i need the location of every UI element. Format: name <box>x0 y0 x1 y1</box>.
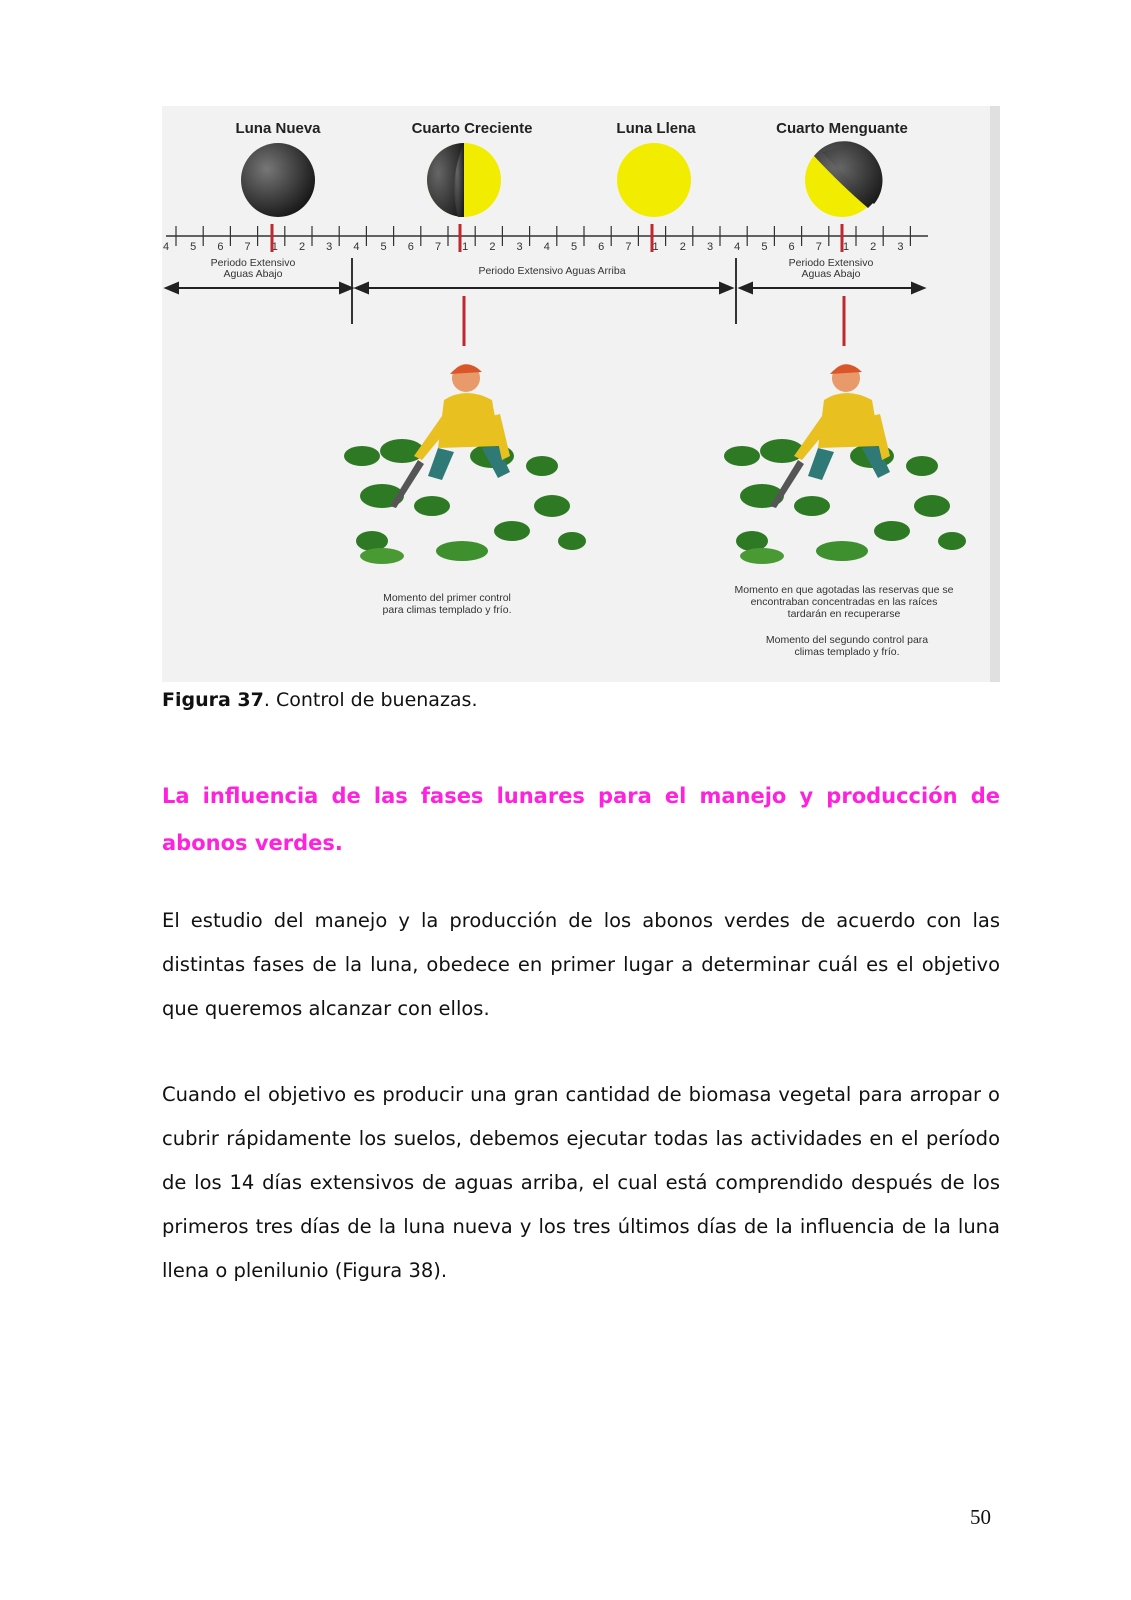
figure-caption-label: Figura 37 <box>162 689 264 711</box>
timeline-day-number: 4 <box>734 241 741 253</box>
timeline-day-number: 7 <box>434 241 442 253</box>
timeline-day-number: 6 <box>407 241 414 253</box>
timeline-day-number: 1 <box>842 241 850 253</box>
figure-caption-text: . Control de buenazas. <box>263 689 478 711</box>
full-moon-icon <box>617 143 691 217</box>
timeline-day-number: 3 <box>326 241 333 253</box>
period-arrow-left <box>166 283 352 293</box>
note-reserves: Momento en que agotadas las reservas que se encontraban concentradas en las raíces tardarán en recuperarse <box>734 584 954 620</box>
period-arrow-middle <box>356 283 732 293</box>
timeline-day-number: 5 <box>190 241 197 253</box>
timeline-day-number: 7 <box>625 241 632 253</box>
section-heading: La influencia de las fases lunares para el manejo y producción de abonos verdes. <box>162 784 1000 855</box>
note-second-control: Momento del segundo control para climas templado y frío. <box>765 634 929 658</box>
timeline-day-number: 7 <box>815 241 822 253</box>
timeline-day-number: 5 <box>380 241 387 253</box>
timeline-day-number: 2 <box>679 241 686 253</box>
period-label-middle: Periodo Extensivo Aguas Arriba <box>478 265 626 277</box>
period-arrow-right <box>740 283 924 293</box>
phase-label-first-quarter: Cuarto Creciente <box>411 120 533 137</box>
timeline-day-number: 1 <box>462 241 469 253</box>
timeline-day-number: 2 <box>870 241 877 253</box>
timeline-day-number: 1 <box>271 241 278 253</box>
timeline-day-number: 4 <box>353 241 360 253</box>
timeline-day-number: 6 <box>217 241 224 253</box>
phase-label-full-moon: Luna Llena <box>616 120 696 137</box>
timeline-day-number: 1 <box>652 241 659 253</box>
timeline-day-number: 5 <box>761 241 768 253</box>
timeline-day-number: 3 <box>897 241 904 253</box>
new-moon-icon <box>241 143 315 217</box>
timeline-day-number: 4 <box>543 241 550 253</box>
timeline-day-number: 2 <box>489 241 496 253</box>
timeline-day-number: 3 <box>706 241 714 253</box>
farmer-scene-right <box>724 364 966 564</box>
timeline-day-number: 6 <box>788 241 795 253</box>
farmer-scene-left <box>344 364 586 564</box>
timeline-day-numbers <box>163 241 904 253</box>
note-first-control: Momento del primer control para climas templado y frío. <box>382 592 512 616</box>
figure-caption <box>162 689 478 711</box>
phase-label-new-moon: Luna Nueva <box>235 120 321 137</box>
paragraph-2: Cuando el objetivo es producir una gran cantidad de biomasa vegetal para arropar o cubrir rápidamente los suelos, debemos ejecutar todas las actividades en el período de los 14 días extensivos de aguas arriba, el cual está comprendido después de los primeros tres días de la luna nueva y los tres últimos días de la influencia de la luna llena o plenilunio (Figura 38). <box>162 1083 1000 1282</box>
timeline-day-number: 4 <box>162 241 170 253</box>
last-quarter-moon-icon <box>805 141 882 217</box>
phase-label-last-quarter: Cuarto Menguante <box>776 120 908 137</box>
lunar-phases-figure <box>162 106 1000 682</box>
paragraph-1: El estudio del manejo y la producción de los abonos verdes de acuerdo con las distintas fases de la luna, obedece en primer lugar a determinar cuál es el objetivo que queremos alcanzar con ellos. <box>162 909 1000 1020</box>
period-label-left: Periodo Extensivo Aguas Abajo <box>210 257 296 280</box>
timeline-day-number: 5 <box>570 241 578 253</box>
timeline-day-number: 3 <box>516 241 523 253</box>
first-quarter-moon-icon <box>427 143 501 217</box>
timeline-day-number: 7 <box>244 241 251 253</box>
page-number: 50 <box>970 1505 991 1529</box>
timeline-day-number: 2 <box>298 241 306 253</box>
period-label-right: Periodo Extensivo Aguas Abajo <box>788 257 874 280</box>
timeline-day-number: 6 <box>598 241 605 253</box>
